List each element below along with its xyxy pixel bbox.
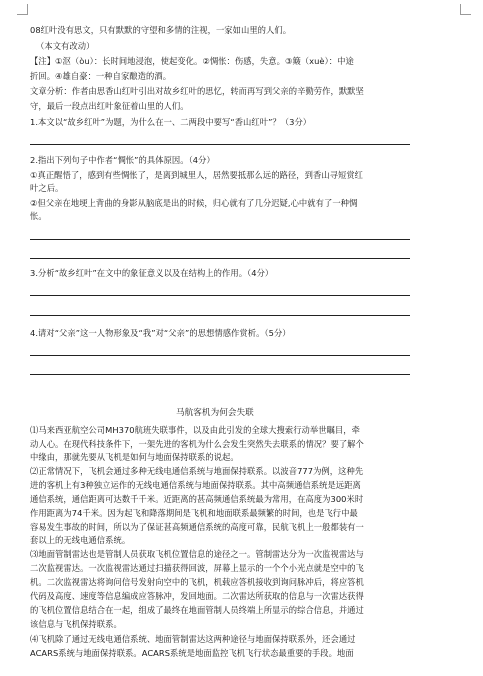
article-line: ⑷飞机除了通过无线电通信系统、地面管制雷达这两种途径与地面保持联系外，还会通过	[30, 634, 356, 644]
answer-line	[30, 355, 410, 356]
article-line: ⑶地面管制雷达也是管制人员获取飞机位置信息的途径之一。管制雷达分为一次监视雷达与	[30, 549, 364, 559]
answer-line	[30, 374, 410, 375]
analysis-line: 文章分析：作者由思香山红叶引出对故乡红叶的思忆，转而再写到父亲的辛勤劳作，默默坚	[30, 86, 364, 96]
article-line: 二次监视雷达。一次监视雷达通过扫描获得回波，屏幕上显示的一个个小光点就是空中的飞	[30, 563, 364, 573]
article-line: 代码及高度、速度等信息编成应答脉冲，发回地面。二次雷达所获取的信息与一次雷达获得	[30, 591, 364, 601]
article-line: 机。二次监视雷达将询问信号发射向空中的飞机，机载应答机接收到询问脉冲后，将应答机	[30, 577, 364, 587]
answer-line	[30, 315, 410, 316]
answer-line	[30, 258, 410, 259]
crop-mark-top-right	[460, 4, 471, 15]
annotation-line: 【注】①沤（òu）：长时间地浸泡，使起变化。②惆怅：伤感，失意。③簸（xuè）：中途	[30, 56, 354, 66]
question-4: 4.请对“父亲”这一人物形象及“我”对“父亲”的思想情感作赏析。（5分）	[30, 328, 291, 338]
article-line: 动人心。在现代科技条件下，一架先进的客机为什么会发生突然失去联系的情况？要了解个	[30, 439, 364, 449]
article-line: 的飞机位置信息结合在一起，组成了最终在地面管制人员终端上所显示的综合信息，并通过	[30, 605, 364, 615]
article-line: 容易发生事故的时间，所以为了保证甚高频通信系统的高度可靠，民航飞机上一般都装有一	[30, 522, 364, 532]
crop-mark-top-left	[17, 4, 28, 15]
analysis-line: 守，最后一段点出红叶象征着山里的人们。	[30, 101, 189, 111]
question-2-item: ①真正醒悟了，感到有些惆怅了，是离到城里人，居然要抵那么远的路径，到香山寻短赏红	[30, 170, 364, 180]
question-3: 3.分析“故乡红叶”在文中的象征意义以及在结构上的作用。（4分）	[30, 268, 274, 278]
answer-line	[30, 295, 410, 296]
question-2-item: 怅。	[30, 211, 47, 221]
article-line: 该信息与飞机保持联系。	[30, 619, 122, 629]
source-note: （本文有改动）	[36, 41, 95, 51]
article-line: 进的客机上有3种独立运作的无线电通信系统与地面保持联系。其中高频通信系统是远距离	[30, 480, 361, 490]
annotation-line: 折回。④雄自豪：一种自家酿造的酒。	[30, 71, 172, 81]
question-1: 1.本文以“故乡红叶”为题，为什么在一、二两段中要写“香山红叶”？（3分）	[30, 117, 312, 127]
question-2-item: ②但父亲在地埂上背曲的身影从脑底是出的时候，归心就有了几分迟疑,心中就有了一种惆	[30, 198, 358, 208]
article-line: ⑵正常情况下，飞机会通过多种无线电通信系统与地面保持联系。以波音777为例，这种先	[30, 466, 364, 476]
text-line: 08红叶没有思文，只有默默的守望和多情的注视，一家如山里的人们。	[30, 25, 292, 35]
article-line: 中缘由，那就先要从飞机是如何与地面保持联系的说起。	[30, 452, 239, 462]
question-2-item: 叶之后。	[30, 183, 64, 193]
article-title: 马航客机为何会失联	[176, 408, 254, 418]
answer-line	[30, 144, 410, 145]
article-line: 套以上的无线电通信系统。	[30, 535, 131, 545]
article-line: 通信系统，通信距离可达数千千米。近距离的甚高频通信系统最为常用，在高度为300米时	[30, 494, 364, 504]
answer-line	[30, 239, 410, 240]
article-line: ACARS系统与地面保持联系。ACARS系统是地面监控飞机飞行状态最重要的手段。地面	[30, 648, 354, 658]
article-line: ⑴马来西亚航空公司MH370航班失联事件，以及由此引发的全球大搜索行动举世瞩目，牵	[30, 425, 360, 435]
article-line: 作用距离为74千米。因为起飞和降落期间是飞机和地面联系最频繁的时间，也是飞行中最	[30, 508, 358, 518]
question-2: 2.指出下列句子中作者“惆怅”的具体原因。（4分）	[30, 155, 215, 165]
